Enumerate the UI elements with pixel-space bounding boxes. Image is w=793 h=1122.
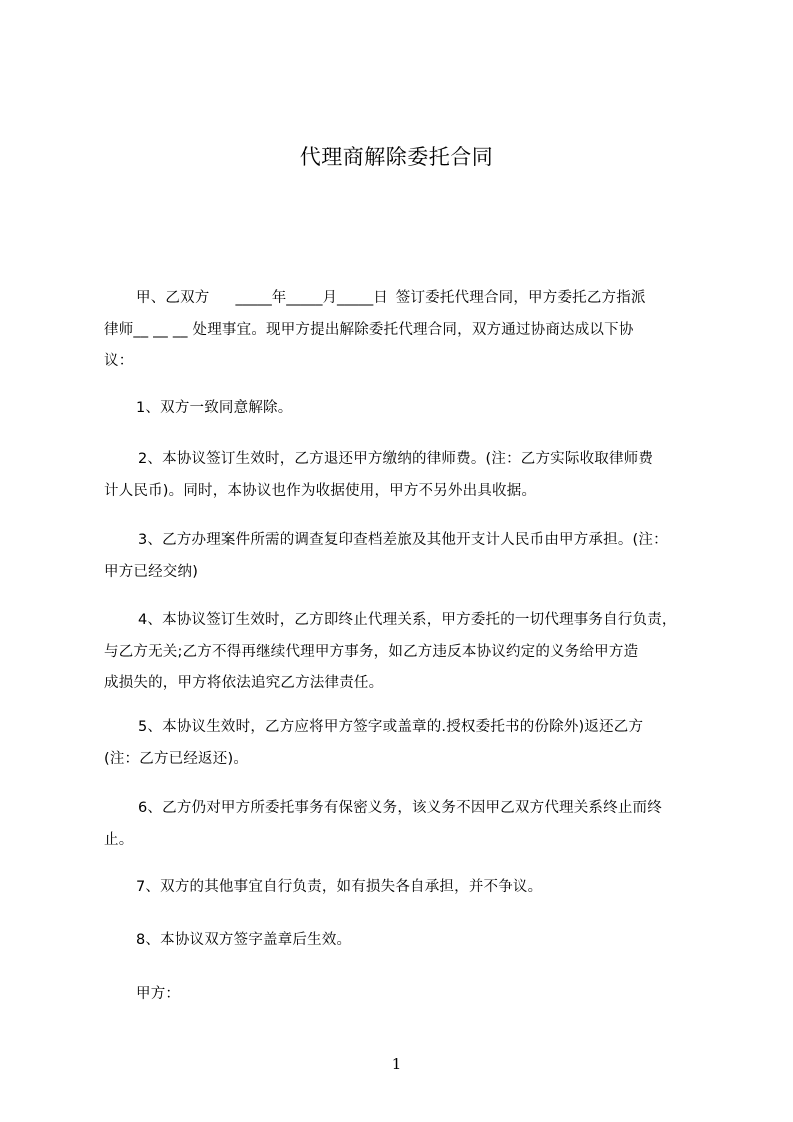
clause-8: [104, 925, 716, 957]
clause-2: [104, 444, 716, 507]
clause-3-line-2: 甲方已经交纳): [104, 563, 199, 580]
page-number: 1: [391, 1055, 402, 1073]
intro-parties: 甲、乙双方: [136, 290, 210, 306]
clause-6-line-2: 止。: [104, 831, 134, 848]
clause-3: [104, 525, 716, 588]
intro-date-blank: _____年_____月_____日: [235, 290, 388, 306]
clause-2-line-2: 计人民币)。同时，本协议也作为收据使用，甲方不另外出具收据。: [104, 482, 537, 499]
document-title: 代理商解除委托合同: [299, 145, 494, 169]
clause-4-line-2: 与乙方无关;乙方不得再继续代理甲方事务，如乙方违反本协议约定的义务给甲方造: [104, 643, 639, 660]
clause-6: [104, 793, 716, 856]
clause-3-line-1: 3、乙方办理案件所需的调查复印查档差旅及其他开支计人民币由甲方承担。(注：: [138, 532, 668, 548]
intro-line-1: [104, 283, 716, 315]
clause-1-line-1: 1、双方一致同意解除。: [136, 400, 293, 416]
clause-1: [104, 393, 716, 425]
clause-4-line-1: 4、本协议签订生效时，乙方即终止代理关系，甲方委托的一切代理事务自行负责，: [138, 612, 677, 628]
clause-7: [104, 872, 716, 904]
clause-7-line-1: 7、双方的其他事宜自行负责，如有损失各自承担，并不争议。: [136, 879, 543, 895]
intro-line-3: 议：: [104, 353, 134, 369]
intro-line-2: 律师__ __ __ 处理事宜。现甲方提出解除委托代理合同，双方通过协商达成以下协: [104, 321, 634, 338]
clause-4: [104, 605, 716, 700]
party-a-label: 甲方：: [136, 986, 181, 1002]
clause-4-line-3: 成损失的，甲方将依法追究乙方法律责任。: [104, 675, 384, 691]
clause-5-line-2: (注：乙方已经返还)。: [104, 750, 249, 767]
clause-2-line-1: 2、本协议签订生效时，乙方退还甲方缴纳的律师费。(注：乙方实际收取律师费: [138, 451, 654, 467]
clause-5-line-1: 5、本协议生效时，乙方应将甲方签字或盖章的.授权委托书的份除外)返还乙方: [138, 719, 644, 735]
clause-6-line-1: 6、乙方仍对甲方所委托事务有保密义务，该义务不因甲乙双方代理关系终止而终: [138, 800, 662, 816]
intro-contract-text: 签订委托代理合同，甲方委托乙方指派: [395, 290, 646, 306]
signature-block: [104, 979, 716, 1011]
intro-paragraph: [104, 283, 716, 378]
clause-8-line-1: 8、本协议双方签字盖章后生效。: [136, 932, 352, 948]
clause-5: [104, 712, 716, 775]
